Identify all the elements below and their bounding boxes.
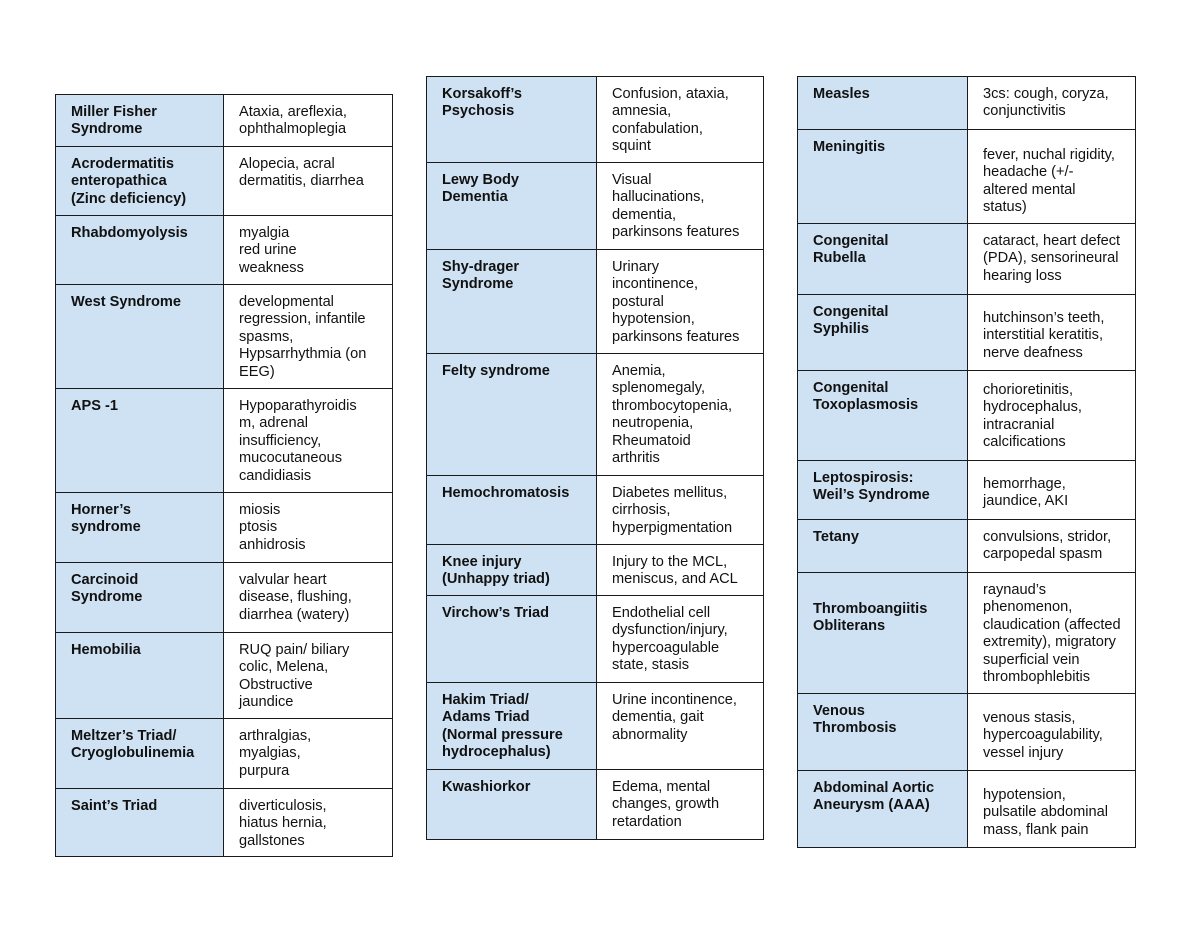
feature-cell	[968, 573, 1136, 694]
table-row	[427, 596, 764, 683]
table-row	[56, 95, 393, 147]
syndrome-name: Tetany	[813, 529, 859, 545]
feature-cell	[597, 77, 764, 163]
table-row	[427, 354, 764, 476]
term-cell	[798, 461, 968, 520]
syndrome-features: venous stasis, hypercoagulability, vessel injury	[983, 710, 1103, 761]
table-row	[56, 216, 393, 285]
syndrome-features: Hypoparathyroidis m, adrenal insufficiency, mucocutaneous candidiasis	[239, 398, 357, 484]
term-cell	[56, 789, 224, 857]
term-cell	[56, 563, 224, 633]
syndrome-name: Hemobilia	[71, 642, 141, 658]
syndrome-features: Urine incontinence, dementia, gait abnormality	[612, 692, 737, 743]
feature-cell	[224, 147, 393, 216]
syndrome-features: Diabetes mellitus, cirrhosis, hyperpigmentation	[612, 485, 733, 536]
syndrome-features: hutchinson’s teeth, interstitial keratitis, nerve deafness	[983, 310, 1105, 361]
table-row	[56, 563, 393, 633]
syndrome-name: Congenital Syphilis	[813, 304, 889, 338]
syndrome-features: myalgia red urine weakness	[239, 225, 304, 276]
feature-cell	[968, 694, 1136, 771]
feature-cell	[224, 285, 393, 389]
syndrome-name: Meningitis	[813, 139, 886, 155]
syndrome-name: Miller Fisher Syndrome	[71, 104, 157, 138]
syndrome-name: Meltzer’s Triad/ Cryoglobulinemia	[71, 728, 195, 762]
table-row	[798, 520, 1136, 573]
term-cell	[798, 224, 968, 295]
table-row	[798, 573, 1136, 694]
feature-cell	[597, 163, 764, 250]
term-cell	[798, 371, 968, 461]
table-row	[427, 770, 764, 840]
feature-cell	[597, 596, 764, 683]
table-row	[427, 683, 764, 770]
term-cell	[427, 770, 597, 840]
syndrome-name: Measles	[813, 86, 870, 102]
term-cell	[798, 295, 968, 371]
feature-cell	[968, 295, 1136, 371]
syndrome-features: arthralgias, myalgias, purpura	[239, 728, 312, 779]
term-cell	[798, 77, 968, 130]
syndrome-name: Abdominal Aortic Aneurysm (AAA)	[813, 780, 935, 814]
syndrome-table-1	[55, 94, 393, 857]
syndrome-features: valvular heart disease, flushing, diarrhea (watery)	[239, 572, 352, 623]
term-cell	[56, 719, 224, 789]
table-row	[798, 295, 1136, 371]
feature-cell	[224, 789, 393, 857]
term-cell	[56, 389, 224, 493]
syndrome-features: diverticulosis, hiatus hernia, gallstones	[239, 798, 327, 849]
syndrome-name: Leptospirosis: Weil’s Syndrome	[813, 470, 930, 504]
syndrome-name: Congenital Rubella	[813, 233, 889, 267]
syndrome-name: Hakim Triad/ Adams Triad (Normal pressure hydrocephalus)	[442, 692, 563, 761]
table-row	[798, 130, 1136, 224]
syndrome-features: Alopecia, acral dermatitis, diarrhea	[239, 156, 364, 190]
table-row	[427, 476, 764, 545]
term-cell	[56, 95, 224, 147]
syndrome-features: hemorrhage, jaundice, AKI	[983, 476, 1069, 510]
syndrome-features: Edema, mental changes, growth retardation	[612, 779, 720, 830]
syndrome-name: Knee injury (Unhappy triad)	[442, 554, 550, 588]
feature-cell	[968, 130, 1136, 224]
feature-cell	[224, 95, 393, 147]
syndrome-features: 3cs: cough, coryza, conjunctivitis	[983, 86, 1109, 120]
feature-cell	[224, 563, 393, 633]
syndrome-features: convulsions, stridor, carpopedal spasm	[983, 529, 1112, 563]
term-cell	[56, 285, 224, 389]
term-cell	[798, 573, 968, 694]
table-row	[56, 789, 393, 857]
term-cell	[427, 77, 597, 163]
syndrome-features: Anemia, splenomegaly, thrombocytopenia, neutropenia, Rheumatoid arthritis	[612, 363, 733, 467]
table-row	[798, 77, 1136, 130]
syndrome-name: Kwashiorkor	[442, 779, 531, 795]
term-cell	[56, 147, 224, 216]
feature-cell	[224, 719, 393, 789]
syndrome-name: Venous Thrombosis	[813, 703, 897, 737]
term-cell	[427, 476, 597, 545]
feature-cell	[968, 77, 1136, 130]
table-row	[56, 633, 393, 719]
syndrome-features: chorioretinitis, hydrocephalus, intracranial calcifications	[983, 382, 1082, 451]
table-row	[798, 224, 1136, 295]
syndrome-name: APS -1	[71, 398, 119, 414]
feature-cell	[597, 476, 764, 545]
feature-cell	[597, 545, 764, 596]
table-row	[427, 77, 764, 163]
syndrome-name: Hemochromatosis	[442, 485, 570, 501]
term-cell	[56, 216, 224, 285]
table-row	[56, 389, 393, 493]
syndrome-name: Carcinoid Syndrome	[71, 572, 143, 606]
syndrome-features: RUQ pain/ biliary colic, Melena, Obstructive jaundice	[239, 642, 350, 711]
feature-cell	[224, 493, 393, 563]
term-cell	[56, 633, 224, 719]
feature-cell	[597, 683, 764, 770]
term-cell	[56, 493, 224, 563]
term-cell	[427, 354, 597, 476]
feature-cell	[224, 633, 393, 719]
syndrome-name: Felty syndrome	[442, 363, 550, 379]
syndrome-name: Saint’s Triad	[71, 798, 158, 814]
table-row	[427, 545, 764, 596]
feature-cell	[968, 771, 1136, 848]
syndrome-name: Congenital Toxoplasmosis	[813, 380, 919, 414]
syndrome-name: Acrodermatitis enteropathica (Zinc deficiency)	[71, 156, 187, 207]
feature-cell	[968, 371, 1136, 461]
feature-cell	[224, 389, 393, 493]
table-row	[56, 493, 393, 563]
term-cell	[798, 771, 968, 848]
syndrome-name: Horner’s syndrome	[71, 502, 141, 536]
term-cell	[798, 520, 968, 573]
syndrome-features: Ataxia, areflexia, ophthalmoplegia	[239, 104, 347, 138]
syndrome-features: developmental regression, infantile spasms, Hypsarrhythmia (on EEG)	[239, 294, 367, 380]
table-row	[56, 285, 393, 389]
table-row	[798, 771, 1136, 848]
table-row	[56, 719, 393, 789]
term-cell	[427, 596, 597, 683]
feature-cell	[597, 354, 764, 476]
feature-cell	[968, 461, 1136, 520]
table-row	[798, 461, 1136, 520]
syndrome-features: Endothelial cell dysfunction/injury, hypercoagulable state, stasis	[612, 605, 728, 674]
syndrome-name: Virchow’s Triad	[442, 605, 550, 621]
table-row	[798, 371, 1136, 461]
term-cell	[427, 250, 597, 354]
syndrome-features: cataract, heart defect (PDA), sensorineural hearing loss	[983, 233, 1121, 284]
feature-cell	[224, 216, 393, 285]
table-row	[56, 147, 393, 216]
syndrome-features: Confusion, ataxia, amnesia, confabulation, squint	[612, 86, 729, 155]
syndrome-features: Urinary incontinence, postural hypotension, parkinsons features	[612, 259, 740, 345]
feature-cell	[597, 770, 764, 840]
syndrome-name: Korsakoff’s Psychosis	[442, 86, 523, 120]
term-cell	[798, 694, 968, 771]
term-cell	[798, 130, 968, 224]
table-row	[427, 163, 764, 250]
feature-cell	[968, 520, 1136, 573]
syndrome-name: West Syndrome	[71, 294, 182, 310]
table-row	[427, 250, 764, 354]
feature-cell	[968, 224, 1136, 295]
term-cell	[427, 545, 597, 596]
syndrome-name: Shy-drager Syndrome	[442, 259, 520, 293]
syndrome-features: Injury to the MCL, meniscus, and ACL	[612, 554, 738, 588]
syndrome-features: hypotension, pulsatile abdominal mass, flank pain	[983, 787, 1108, 838]
syndrome-features: miosis ptosis anhidrosis	[239, 502, 306, 553]
syndrome-name: Thromboangiitis Obliterans	[813, 601, 928, 635]
feature-cell	[597, 250, 764, 354]
syndrome-features: raynaud’s phenomenon, claudication (affected extremity), migratory superficial vein thrombophlebitis	[983, 582, 1121, 686]
table-row	[798, 694, 1136, 771]
syndrome-table-3	[797, 76, 1136, 848]
term-cell	[427, 163, 597, 250]
syndrome-table-2	[426, 76, 764, 840]
syndrome-features: Visual hallucinations, dementia, parkinsons features	[612, 172, 740, 241]
syndrome-name: Lewy Body Dementia	[442, 172, 520, 206]
term-cell	[427, 683, 597, 770]
syndrome-features: fever, nuchal rigidity, headache (+/- altered mental status)	[983, 147, 1115, 216]
syndrome-name: Rhabdomyolysis	[71, 225, 188, 241]
